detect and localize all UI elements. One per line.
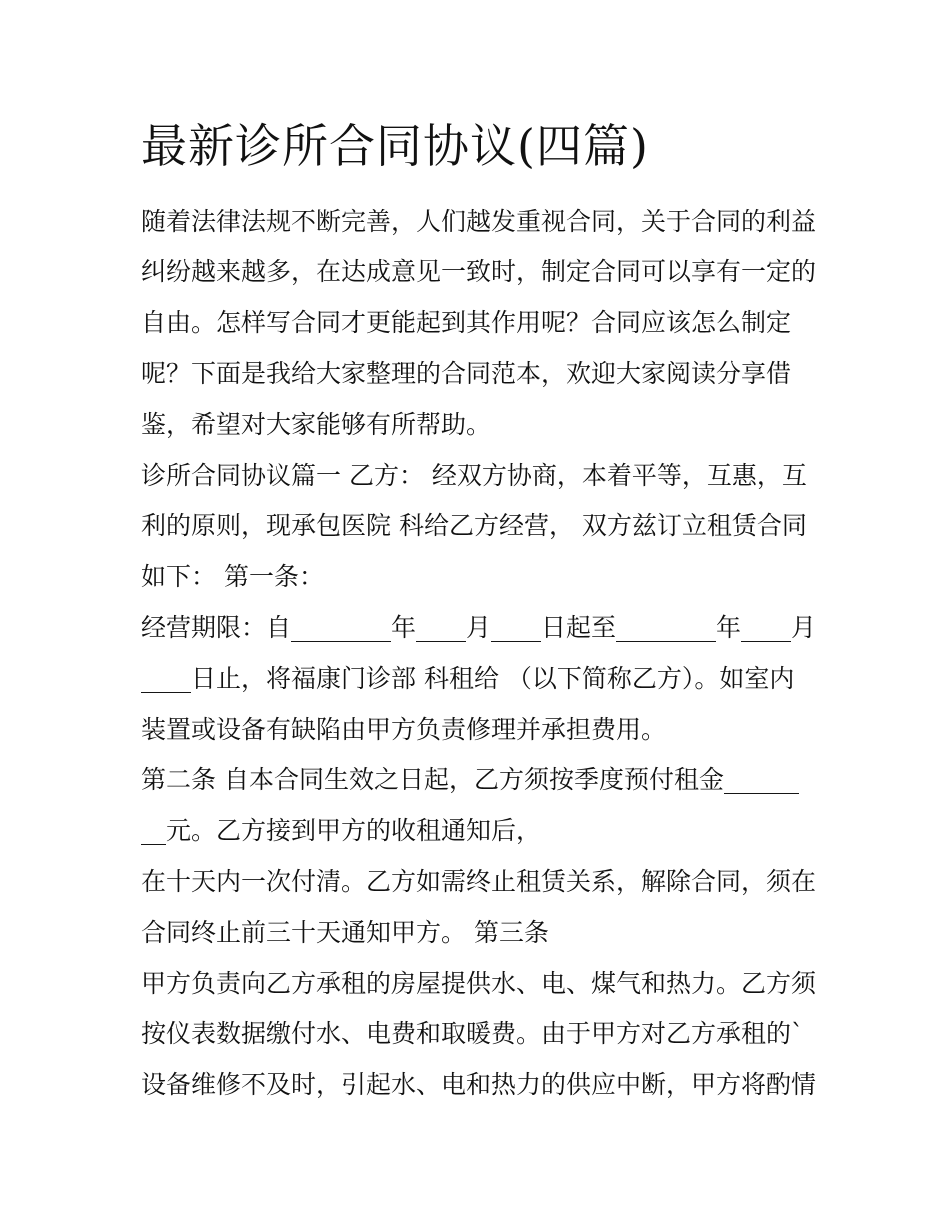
document-title: 最新诊所合同协议(四篇)	[141, 119, 649, 173]
body-line: 装置或设备有缺陷由甲方负责修理并承担费用。	[141, 715, 667, 744]
body-line: 随着法律法规不断完善，人们越发重视合同，关于合同的利益	[141, 207, 817, 236]
body-line: 纠纷越来越多，在达成意见一致时，制定合同可以享有一定的	[141, 257, 817, 286]
body-line: 按仪表数据缴付水、电费和取暖费。由于甲方对乙方承租的`	[141, 1019, 804, 1048]
body-line: 利的原则，现承包医院 科给乙方经营， 双方兹订立租赁合同	[141, 511, 807, 540]
body-line: 自由。怎样写合同才更能起到其作用呢？合同应该怎么制定	[141, 308, 792, 337]
body-line: 鉴，希望对大家能够有所帮助。	[141, 410, 492, 439]
body-line: 第二条 自本合同生效之日起，乙方须按季度预付租金______	[141, 765, 799, 794]
body-line: 合同终止前三十天通知甲方。 第三条	[141, 918, 549, 947]
body-line: 甲方负责向乙方承租的房屋提供水、电、煤气和热力。乙方须	[141, 969, 817, 998]
body-line: 如下： 第一条：	[141, 562, 324, 591]
body-line: 设备维修不及时，引起水、电和热力的供应中断，甲方将酌情	[141, 1070, 817, 1099]
body-line: 诊所合同协议篇一 乙方： 经双方协商，本着平等，互惠，互	[141, 461, 807, 490]
body-line: ____日止，将福康门诊部 科租给 （以下简称乙方）。如室内	[141, 664, 795, 693]
body-line: 在十天内一次付清。乙方如需终止租赁关系，解除合同，须在	[141, 867, 817, 896]
body-line: 呢？下面是我给大家整理的合同范本，欢迎大家阅读分享借	[141, 359, 792, 388]
body-line: __元。乙方接到甲方的收租通知后，	[141, 816, 542, 845]
body-line: 经营期限：自________年____月____日起至________年____月	[141, 613, 817, 642]
